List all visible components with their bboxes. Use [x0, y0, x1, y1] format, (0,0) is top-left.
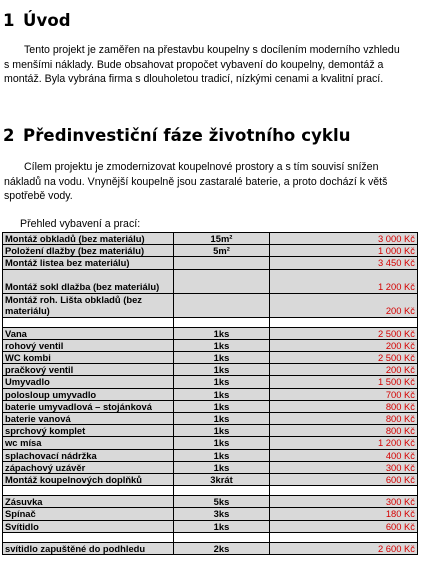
table-row — [3, 425, 418, 437]
item-cell: wc mísa — [3, 437, 174, 449]
item-cell — [3, 532, 174, 542]
price-cell: 1 500 Kč — [270, 376, 418, 388]
price-cell: 300 Kč — [270, 461, 418, 473]
table-row — [3, 520, 418, 532]
item-cell: Montáž roh. Lišta obkladů (bez materiálu) — [3, 293, 174, 317]
qty-cell: 1ks — [174, 327, 270, 339]
price-cell: 200 Kč — [270, 339, 418, 351]
price-cell: 800 Kč — [270, 425, 418, 437]
price-cell: 1 200 Kč — [270, 269, 418, 293]
price-cell: 1 200 Kč — [270, 437, 418, 449]
price-cell — [270, 486, 418, 496]
table-row — [3, 269, 418, 293]
table-row — [3, 233, 418, 245]
table-row — [3, 474, 418, 486]
price-cell — [270, 532, 418, 542]
qty-cell: 1ks — [174, 400, 270, 412]
price-cell: 3 000 Kč — [270, 233, 418, 245]
table-row — [3, 542, 418, 554]
qty-cell: 1ks — [174, 388, 270, 400]
qty-cell: 1ks — [174, 520, 270, 532]
paragraph-line: Cílem projektu je zmodernizovat koupelnové prostory a s tím souvisí snížen — [24, 161, 379, 173]
qty-cell — [174, 293, 270, 317]
paragraph-line: Tento projekt je zaměřen na přestavbu koupelny s docílením moderního vzhledu — [24, 44, 400, 56]
item-cell: sprchový komplet — [3, 425, 174, 437]
section-number: 1 — [3, 11, 15, 30]
qty-cell: 1ks — [174, 437, 270, 449]
section-title: Předinvestiční fáze životního cyklu — [23, 126, 351, 145]
item-cell: polosloup umyvadlo — [3, 388, 174, 400]
works-table — [2, 232, 418, 555]
table-row — [3, 352, 418, 364]
qty-cell: 1ks — [174, 376, 270, 388]
price-cell: 300 Kč — [270, 496, 418, 508]
item-cell: splachovací nádržka — [3, 449, 174, 461]
qty-cell: 1ks — [174, 449, 270, 461]
qty-cell: 3ks — [174, 508, 270, 520]
qty-cell: 15m² — [174, 233, 270, 245]
table-row — [3, 376, 418, 388]
item-cell: WC kombi — [3, 352, 174, 364]
qty-cell: 1ks — [174, 461, 270, 473]
item-cell — [3, 317, 174, 327]
item-cell: pračkový ventil — [3, 364, 174, 376]
item-cell: Montáž obkladů (bez materiálu) — [3, 233, 174, 245]
item-cell: Svítidlo — [3, 520, 174, 532]
price-cell: 200 Kč — [270, 293, 418, 317]
table-row-spacer — [3, 532, 418, 542]
item-cell: Montáž sokl dlažba (bez materiálu) — [3, 269, 174, 293]
paragraph-line: montáž. Byla vybrána firma s dlouholetou tradicí, nízkými cenami a kvalitní prací. — [4, 73, 384, 86]
section-heading-uvod — [3, 11, 71, 30]
table-row — [3, 327, 418, 339]
item-cell: Montáž koupelnových doplňků — [3, 474, 174, 486]
qty-cell — [174, 317, 270, 327]
price-cell: 700 Kč — [270, 388, 418, 400]
item-cell — [3, 486, 174, 496]
qty-cell — [174, 532, 270, 542]
page-bottom-margin — [2, 567, 416, 574]
price-cell: 2 500 Kč — [270, 327, 418, 339]
qty-cell: 1ks — [174, 364, 270, 376]
price-cell: 800 Kč — [270, 400, 418, 412]
table-row — [3, 364, 418, 376]
qty-cell: 1ks — [174, 425, 270, 437]
table-row — [3, 257, 418, 269]
item-cell: Vana — [3, 327, 174, 339]
table-row-spacer — [3, 486, 418, 496]
table-row — [3, 413, 418, 425]
qty-cell: 1ks — [174, 413, 270, 425]
price-cell: 3 450 Kč — [270, 257, 418, 269]
qty-cell: 5ks — [174, 496, 270, 508]
price-cell: 200 Kč — [270, 364, 418, 376]
qty-cell — [174, 486, 270, 496]
predinvestment-paragraph — [4, 160, 436, 204]
table-row — [3, 293, 418, 317]
section-number: 2 — [3, 126, 15, 145]
price-cell: 1 000 Kč — [270, 245, 418, 257]
item-cell: baterie vanová — [3, 413, 174, 425]
qty-cell: 5m² — [174, 245, 270, 257]
price-cell: 2 500 Kč — [270, 352, 418, 364]
table-row — [3, 461, 418, 473]
table-row — [3, 508, 418, 520]
intro-paragraph — [4, 43, 436, 87]
qty-cell: 1ks — [174, 339, 270, 351]
table-row — [3, 400, 418, 412]
table-row — [3, 496, 418, 508]
table-row — [3, 245, 418, 257]
qty-cell — [174, 269, 270, 293]
price-cell: 600 Kč — [270, 520, 418, 532]
table-caption: Přehled vybavení a prací: — [20, 218, 141, 230]
table-row — [3, 339, 418, 351]
price-cell: 2 600 Kč — [270, 542, 418, 554]
price-cell — [270, 317, 418, 327]
qty-cell: 2ks — [174, 542, 270, 554]
item-cell: rohový ventil — [3, 339, 174, 351]
section-title: Úvod — [23, 11, 71, 30]
paragraph-line: nákladů na vodu. Vnynější koupelně jsou zastaralé baterie, a proto dochází k větš — [4, 175, 388, 188]
item-cell: Zásuvka — [3, 496, 174, 508]
item-cell: svítidlo zapuštěné do podhledu — [3, 542, 174, 554]
item-cell: baterie umyvadlová – stojánková — [3, 400, 174, 412]
item-cell: Umyvadlo — [3, 376, 174, 388]
price-cell: 800 Kč — [270, 413, 418, 425]
item-cell: Položení dlažby (bez materiálu) — [3, 245, 174, 257]
price-cell: 180 Kč — [270, 508, 418, 520]
item-cell: zápachový uzávěr — [3, 461, 174, 473]
section-heading-predinvesticni — [3, 126, 351, 145]
table-row — [3, 437, 418, 449]
qty-cell — [174, 257, 270, 269]
qty-cell: 1ks — [174, 352, 270, 364]
item-cell: Montáž listea bez materiálu) — [3, 257, 174, 269]
table-row-spacer — [3, 317, 418, 327]
paragraph-line: spotřebě vody. — [4, 190, 73, 203]
table-row — [3, 388, 418, 400]
qty-cell: 3krát — [174, 474, 270, 486]
paragraph-line: s menšími náklady. Bude obsahovat propočet vybavení do koupelny, demontáž a — [4, 58, 384, 71]
price-cell: 400 Kč — [270, 449, 418, 461]
table-row — [3, 449, 418, 461]
item-cell: Spínač — [3, 508, 174, 520]
price-cell: 600 Kč — [270, 474, 418, 486]
